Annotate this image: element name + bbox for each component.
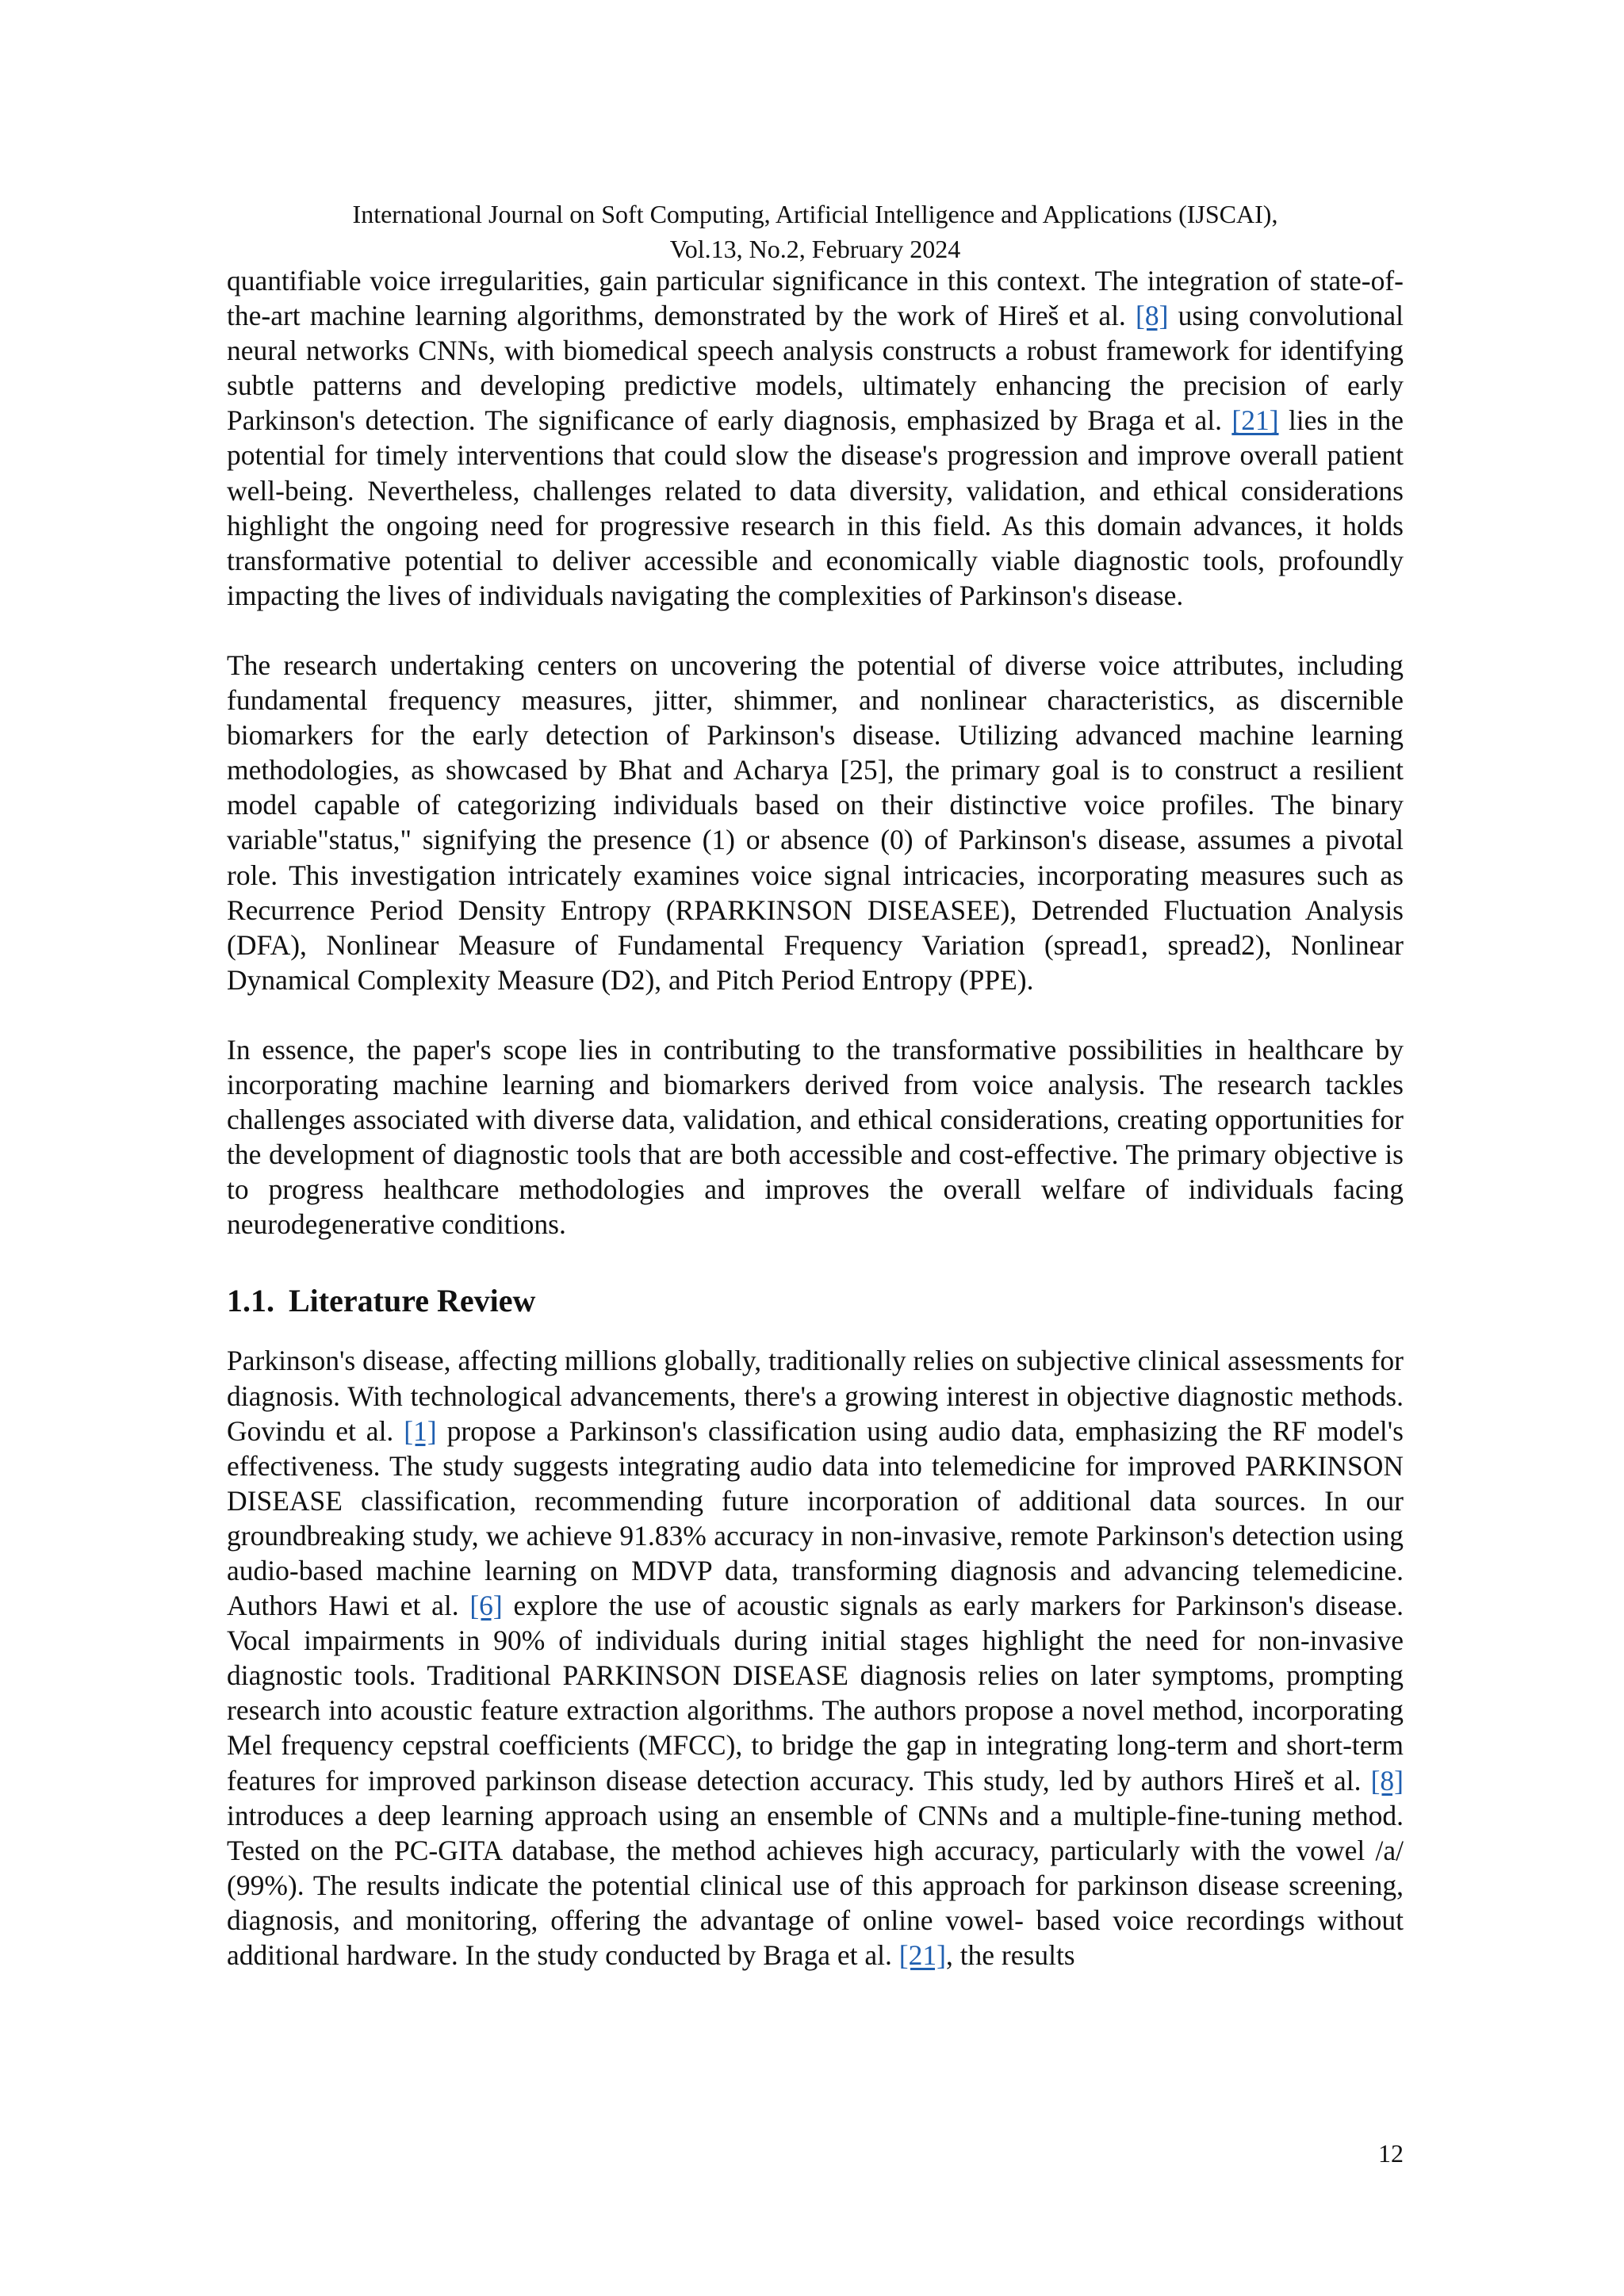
journal-header-line2: Vol.13, No.2, February 2024 bbox=[669, 235, 961, 263]
paragraph-literature-review bbox=[227, 1343, 1404, 1973]
paragraph-scope: In essence, the paper's scope lies in contributing to the transformative possibilities in healthcare by incorporating machine learning and biomarkers derived from voice analysis. The research tackles challenges associated with diverse data, validation, and ethical considerations, creating opportunities for the development of diagnostic tools that are both accessible and cost-effective. The primary objective is to progress healthcare methodologies and improves the overall welfare of individuals facing neurodegenerative conditions. bbox=[227, 1033, 1404, 1241]
citation-link-21[interactable]: [21] bbox=[898, 1939, 946, 1972]
journal-header bbox=[227, 197, 1404, 266]
text-segment: , the results bbox=[945, 1939, 1075, 1972]
section-heading bbox=[227, 1276, 1404, 1343]
citation-link-8[interactable]: [8] bbox=[1136, 300, 1169, 332]
text-segment: quantifiable voice irregularities, gain particular significance in this context. The integration of state-of-the-art machine learning algorithms, demonstrated by the work of Hireš et al. bbox=[227, 265, 1404, 332]
journal-header-line1: International Journal on Soft Computing, Artificial Intelligence and Applications (IJSCAI), bbox=[352, 200, 1278, 228]
paragraph-gap bbox=[227, 613, 1404, 648]
citation-link-6[interactable]: [6] bbox=[469, 1590, 503, 1622]
citation-link-21[interactable]: [21] bbox=[1231, 404, 1279, 437]
text-segment: Parkinson's disease, affecting millions globally, traditionally relies on subjective clinical assessments for diagnosis. With technological advancements, there's a growing interest in objective diagnostic methods. Govindu et al. bbox=[227, 1345, 1404, 1447]
text-segment: propose a Parkinson's classification using audio data, emphasizing the RF model's effectiveness. The study suggests integrating audio data into telemedicine for improved PARKINSON DISEASE classification, recommending future incorporation of additional data sources. In our groundbreaking study, we achieve 91.83% accuracy in non-invasive, remote Parkinson's detection using audio-based machine learning on MDVP data, transforming diagnosis and advancing telemedicine. Authors Hawi et al. bbox=[227, 1414, 1404, 1622]
text-segment: explore the use of acoustic signals as early markers for Parkinson's disease. Vocal impairments in 90% of individuals during initial stages highlight the need for non-invasive diagnostic tools. Traditional PARKINSON DISEASE diagnosis relies on later symptoms, prompting research into acoustic feature extraction algorithms. The authors propose a novel method, incorporating Mel frequency cepstral coefficients (MFCC), to bridge the gap in integrating long-term and short-term features for improved parkinson disease detection accuracy. This study, led by authors Hireš et al. bbox=[227, 1590, 1404, 1797]
text-segment: introduces a deep learning approach using an ensemble of CNNs and a multiple-fine-tuning method. Tested on the PC-GITA database, the method achieves high accuracy, particularly with the vowel /a/ (99%). The results indicate the potential clinical use of this approach for parkinson disease screening, diagnosis, and monitoring, offering the advantage of online vowel- based voice recordings without additional hardware. In the study conducted by Braga et al. bbox=[227, 1799, 1404, 1972]
paragraph-research-undertaking: The research undertaking centers on uncovering the potential of diverse voice attributes, including fundamental frequency measures, jitter, shimmer, and nonlinear characteristics, as discernible biomarkers for the early detection of Parkinson's disease. Utilizing advanced machine learning methodologies, as showcased by Bhat and Acharya [25], the primary goal is to construct a resilient model capable of categorizing individuals based on their distinctive voice profiles. The binary variable"status," signifying the presence (1) or absence (0) of Parkinson's disease, assumes a pivotal role. This investigation intricately examines voice signal intricacies, incorporating measures such as Recurrence Period Density Entropy (RPARKINSON DISEASEE), Detrended Fluctuation Analysis (DFA), Nonlinear Measure of Fundamental Frequency Variation (spread1, spread2), Nonlinear Dynamical Complexity Measure (D2), and Pitch Period Entropy (PPE). bbox=[227, 649, 1404, 996]
paragraph-gap bbox=[227, 1242, 1404, 1276]
article-body bbox=[227, 263, 1404, 1973]
paragraph-gap bbox=[227, 997, 1404, 1032]
text-segment: using convolutional neural networks CNNs, with biomedical speech analysis constructs a robust framework for identifying subtle patterns and developing predictive models, ultimately enhancing the precision of early Parkinson's detection. The significance of early diagnosis, emphasized by Braga et al. bbox=[227, 300, 1404, 437]
page-number: 12 bbox=[1378, 2139, 1404, 2168]
paragraph-intro-continued bbox=[227, 263, 1404, 613]
text-segment: lies in the potential for timely interventions that could slow the disease's progression and improve overall patient well-being. Nevertheless, challenges related to data diversity, validation, and ethical considerations highlight the ongoing need for progressive research in this field. As this domain advances, it holds transformative potential to deliver accessible and economically viable diagnostic tools, profoundly impacting the lives of individuals navigating the complexities of Parkinson's disease. bbox=[227, 404, 1404, 611]
citation-link-8[interactable]: [8] bbox=[1370, 1764, 1404, 1797]
citation-link-1[interactable]: [1] bbox=[404, 1414, 437, 1447]
section-number: 1.1. bbox=[227, 1283, 274, 1319]
section-title: Literature Review bbox=[289, 1283, 536, 1319]
